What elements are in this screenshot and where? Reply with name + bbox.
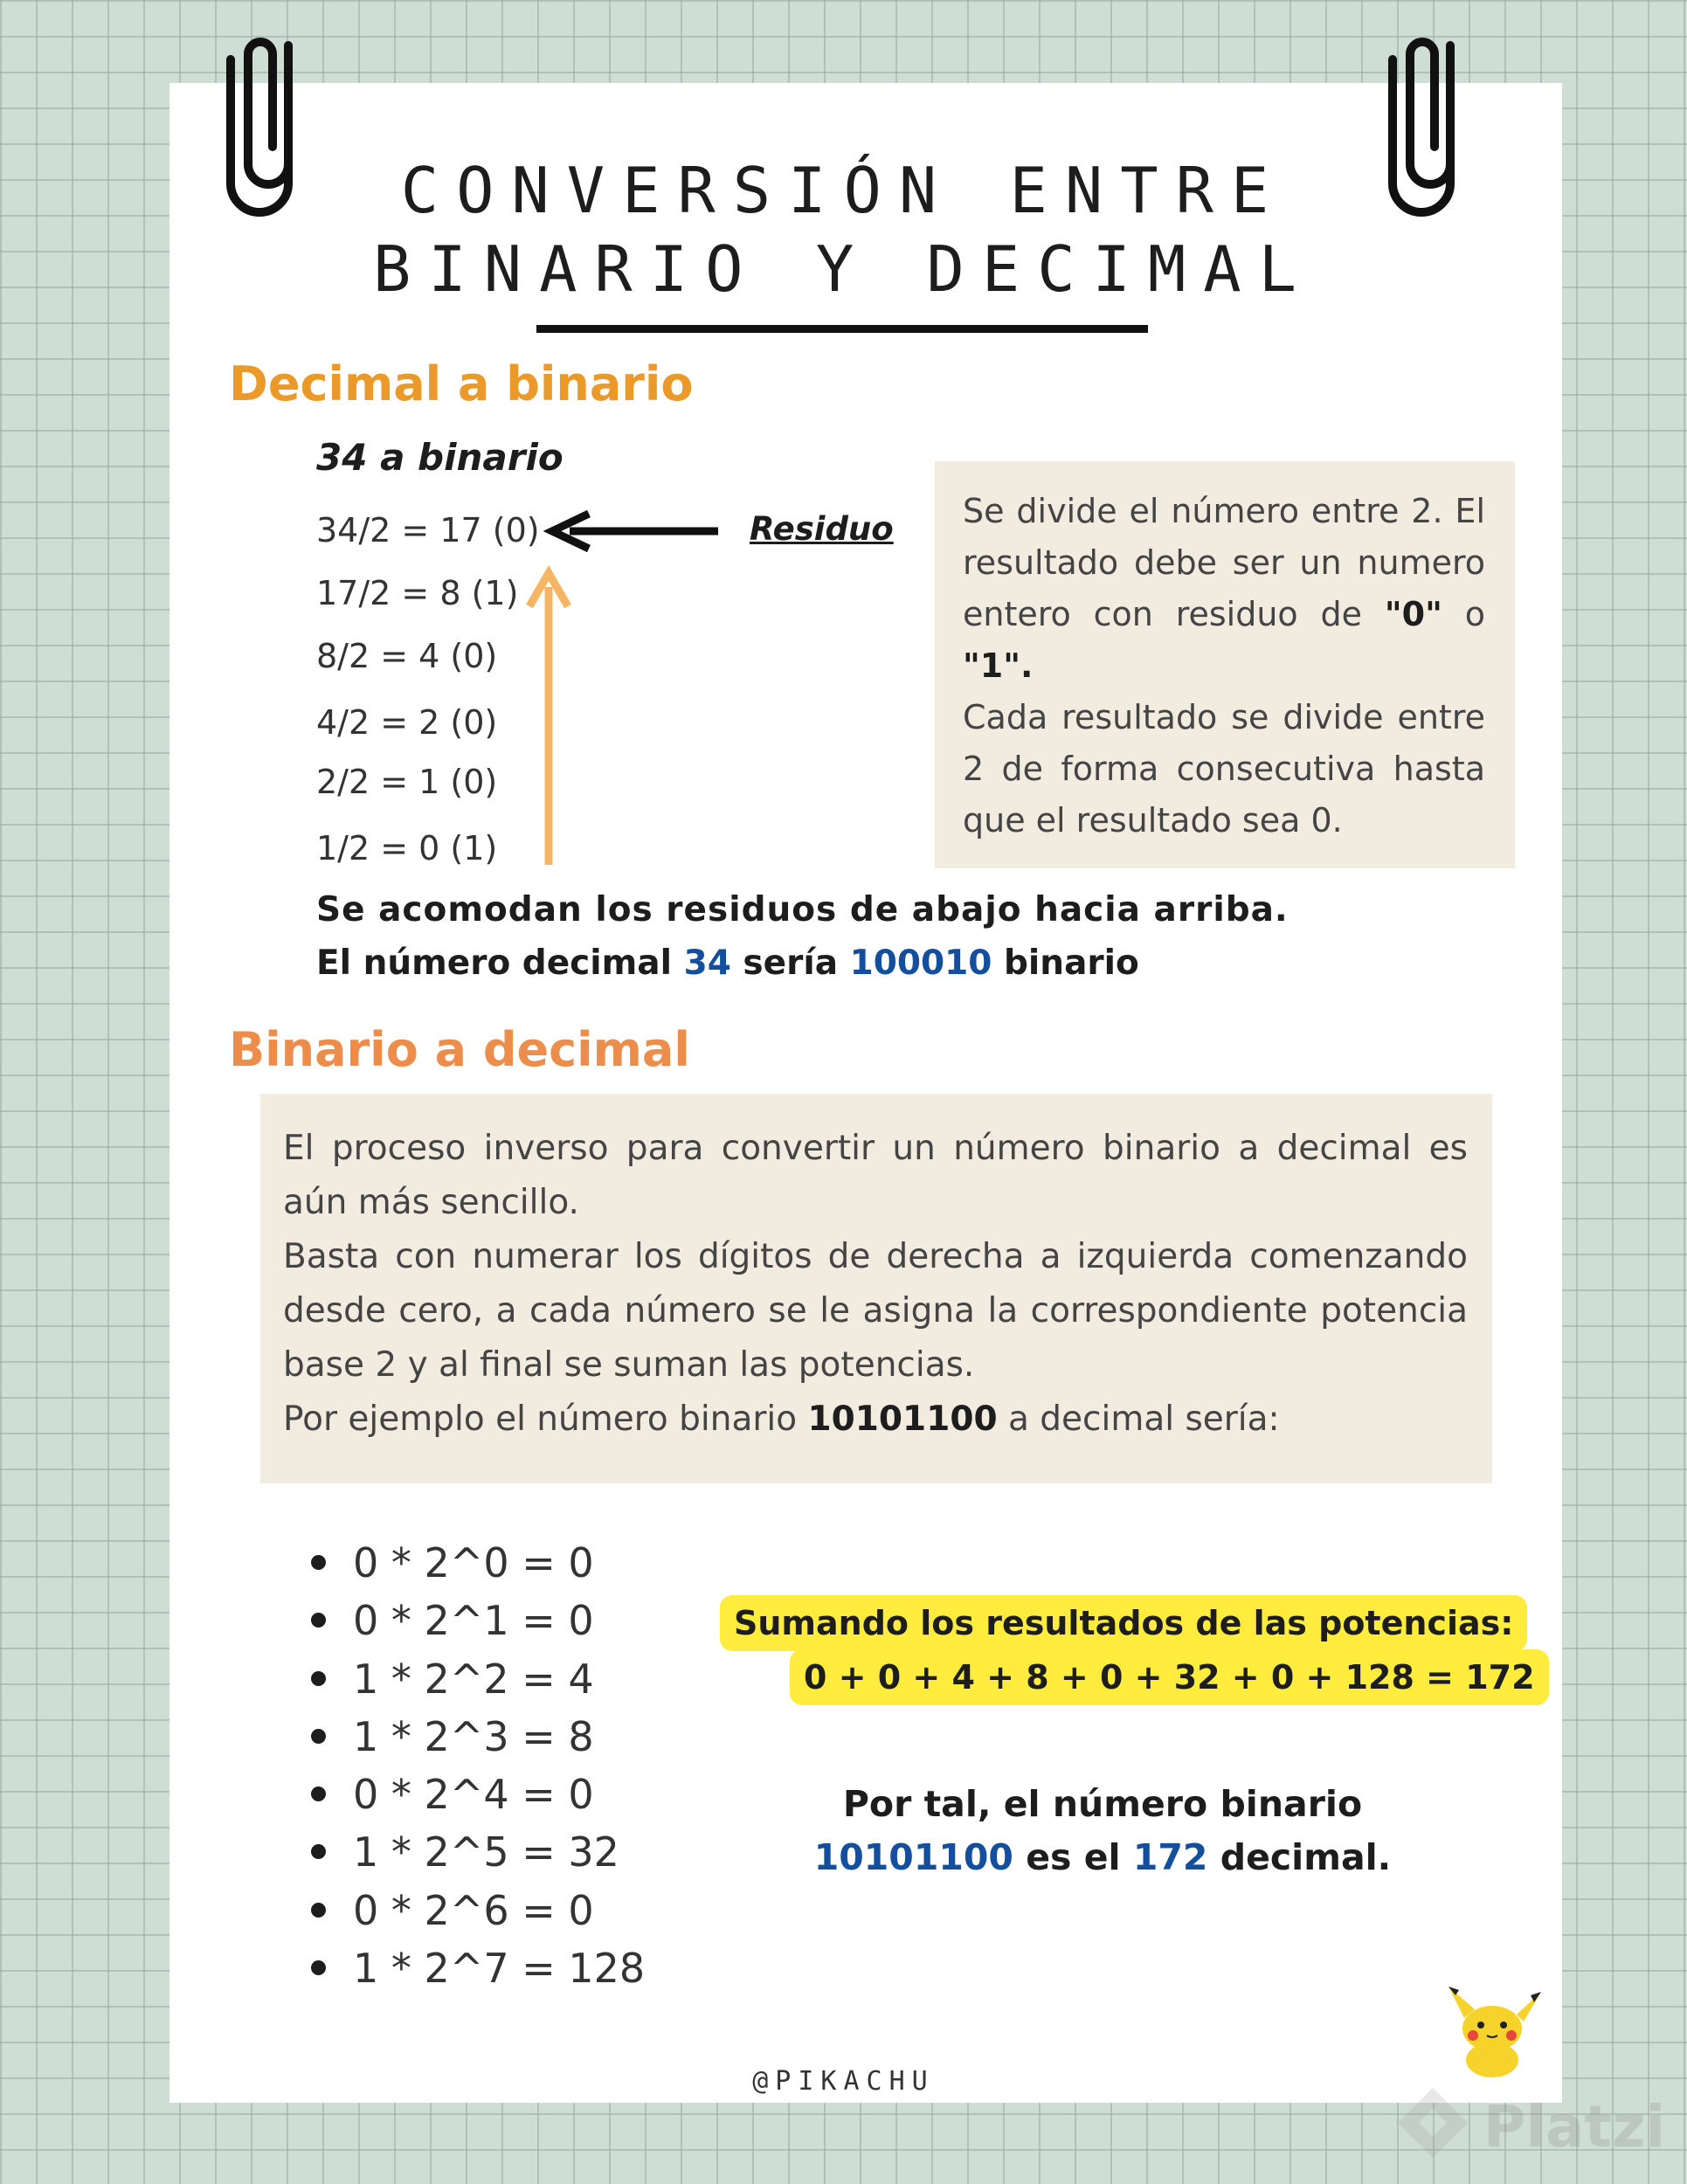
list-item: 1 * 2^2 = 4	[308, 1655, 645, 1713]
division-step: 34/2 = 17 (0)	[316, 511, 540, 549]
division-step: 4/2 = 2 (0)	[316, 703, 498, 742]
residuo-label: Residuo	[750, 510, 894, 548]
heading-decimal-a-binario: Decimal a binario	[229, 356, 694, 411]
binary-explanation-text: El proceso inverso para convertir un número binario a decimal es aún más sencillo. Basta con numerar los dígitos de derecha a izquierda comenzando desde cero, a cada número se le asigna la correspondiente potencia base 2 y al final se suman las potencias. Por ejemplo el número binario 10101100 a decimal sería:	[283, 1129, 1468, 1439]
bullet-icon	[311, 1613, 326, 1628]
pikachu-icon	[1440, 1983, 1545, 2079]
result-line-1: Por tal, el número binario	[842, 1783, 1363, 1825]
list-item: 1 * 2^7 = 128	[308, 1945, 645, 2002]
division-step: 8/2 = 4 (0)	[316, 637, 498, 675]
sum-expression-highlight: 0 + 0 + 4 + 8 + 0 + 32 + 0 + 128 = 172	[790, 1649, 1549, 1705]
decimal-number: 172	[1132, 1836, 1208, 1878]
conclusion-line-2: El número decimal 34 sería 100010 binario	[316, 943, 1139, 983]
title-divider	[536, 325, 1148, 333]
list-item: 0 * 2^1 = 0	[308, 1597, 645, 1655]
sum-label-highlight: Sumando los resultados de las potencias:	[720, 1595, 1527, 1651]
heading-binario-a-decimal: Binario a decimal	[229, 1022, 690, 1077]
page-title-line-2: BINARIO Y DECIMAL	[373, 232, 1314, 306]
platzi-logo-icon	[1389, 2079, 1476, 2175]
example-subheading: 34 a binario	[316, 436, 563, 479]
powers-list	[308, 1539, 645, 2002]
list-item: 0 * 2^0 = 0	[308, 1539, 645, 1597]
platzi-watermark-text: Platzi	[1483, 2093, 1666, 2160]
division-explanation-text: Se divide el número entre 2. El resultado debe ser un numero entero con residuo de "0" o "1". Cada resultado se divide entre 2 de forma consecutiva hasta que el resultado sea 0.	[963, 492, 1485, 840]
bullet-icon	[311, 1903, 326, 1918]
division-step: 1/2 = 0 (1)	[316, 829, 498, 867]
decimal-number: 34	[683, 943, 731, 983]
list-item: 1 * 2^5 = 32	[308, 1828, 645, 1886]
platzi-watermark	[1389, 2079, 1687, 2184]
list-item: 0 * 2^6 = 0	[308, 1887, 645, 1945]
division-explanation-box	[935, 461, 1515, 868]
bullet-icon	[311, 1555, 326, 1570]
division-step: 17/2 = 8 (1)	[316, 574, 519, 612]
list-item: 1 * 2^3 = 8	[308, 1713, 645, 1771]
bullet-icon	[311, 1787, 326, 1801]
bullet-icon	[311, 1960, 326, 1975]
binary-explanation-box	[260, 1094, 1492, 1483]
author-handle: @PIKACHU	[752, 2066, 935, 2097]
conclusion-line-1: Se acomodan los residuos de abajo hacia arriba.	[316, 890, 1289, 930]
list-item: 0 * 2^4 = 0	[308, 1771, 645, 1828]
binary-number: 10101100	[813, 1836, 1013, 1878]
division-step: 2/2 = 1 (0)	[316, 763, 498, 801]
page-title-line-1: CONVERSIÓN ENTRE	[400, 154, 1287, 227]
bullet-icon	[311, 1729, 326, 1744]
bullet-icon	[311, 1844, 326, 1859]
bullet-icon	[311, 1671, 326, 1686]
binary-number: 100010	[849, 943, 992, 983]
result-line-2: 10101100 es el 172 decimal.	[813, 1836, 1392, 1878]
